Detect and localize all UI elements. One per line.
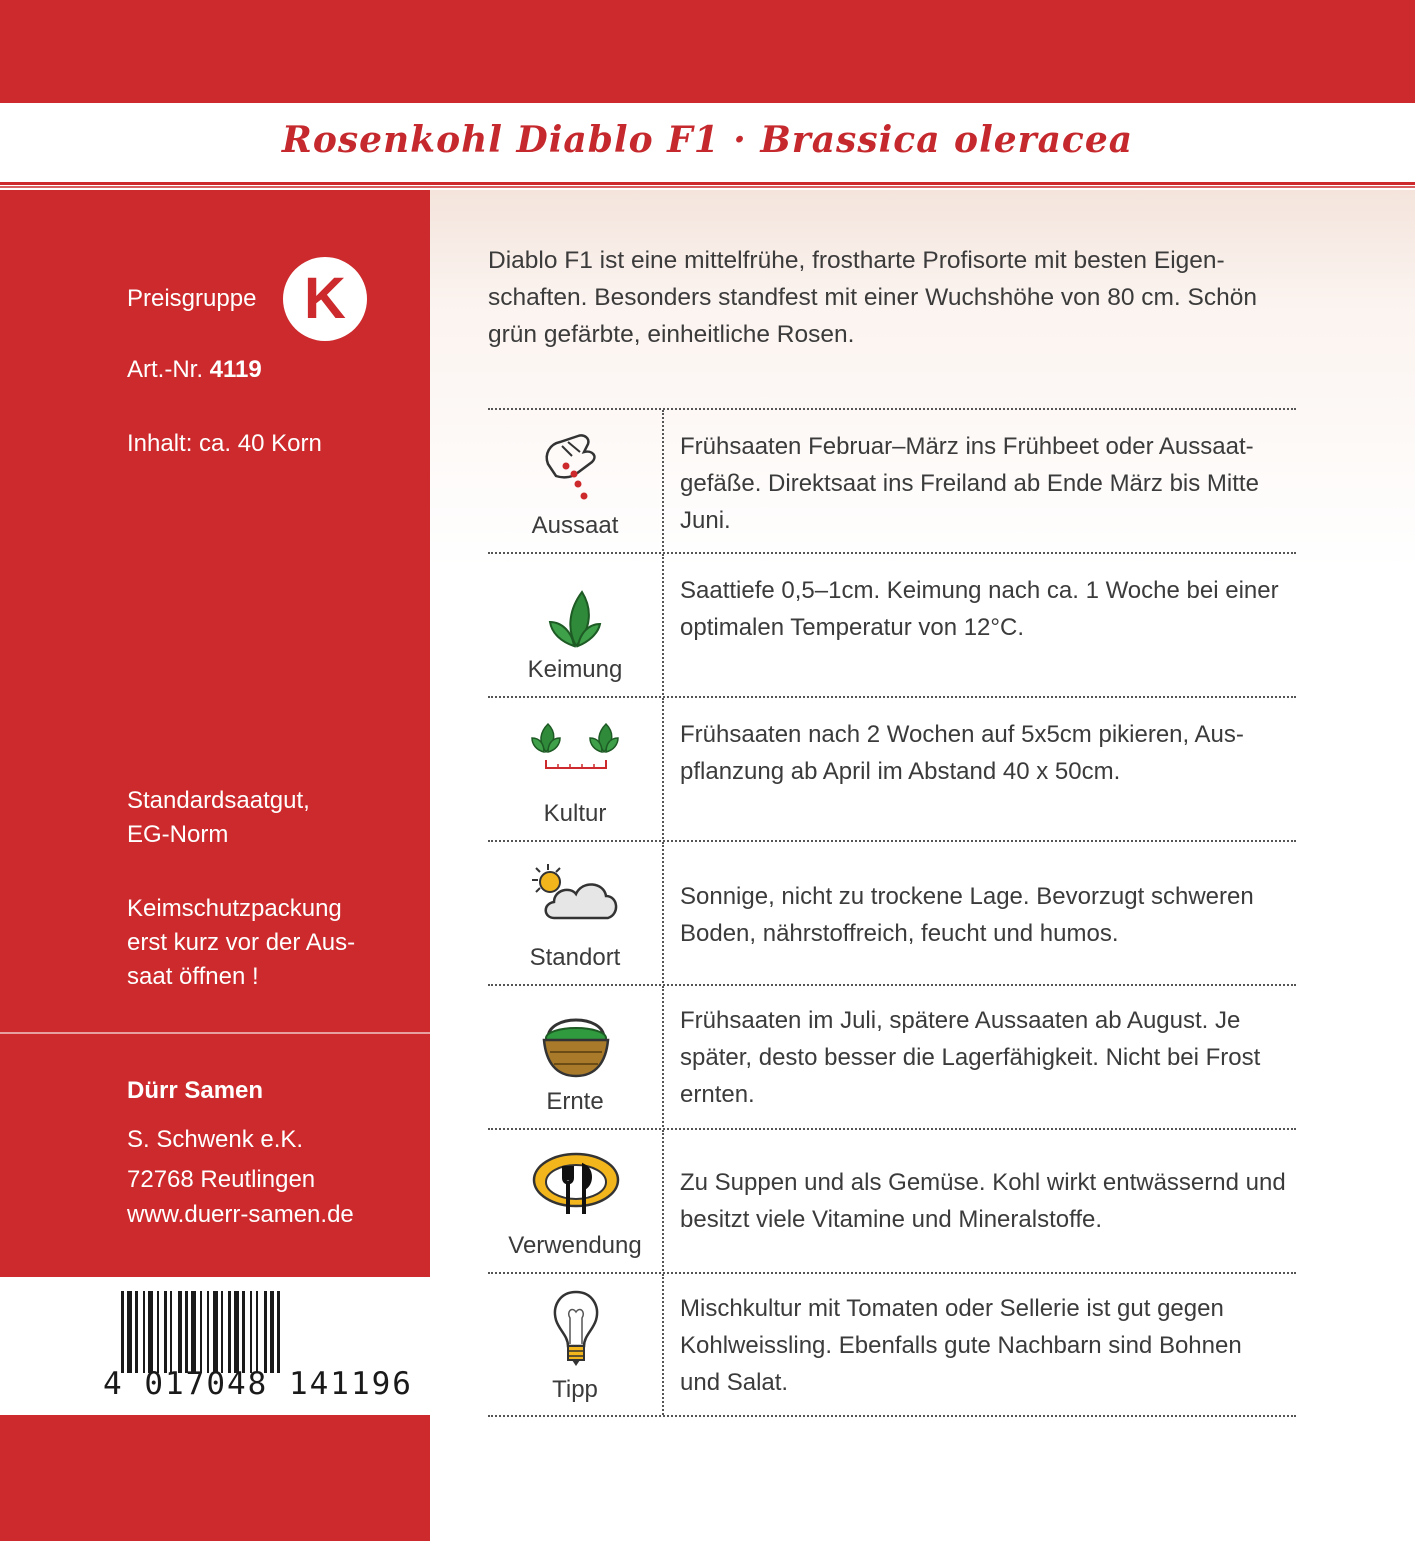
desc-line: Sonnige, nicht zu trockene Lage. Bevorzugt schweren — [680, 883, 1254, 910]
row-aussaat — [488, 408, 1296, 551]
article-number-value: 4119 — [209, 356, 262, 383]
desc-line: pflanzung ab April im Abstand 40 x 50cm. — [680, 758, 1121, 785]
barcode-bar — [178, 1291, 182, 1373]
row-tipp — [488, 1272, 1296, 1415]
plant-spacing-icon — [526, 712, 626, 794]
barcode-bar — [143, 1291, 145, 1373]
price-group-badge: K — [283, 257, 367, 341]
row-description — [680, 1290, 1300, 1401]
desc-line: Frühsaaten nach 2 Wochen auf 5x5cm pikieren, Aus- — [680, 721, 1244, 748]
row-label: Tipp — [552, 1376, 598, 1403]
barcode-bar — [157, 1291, 159, 1373]
row-label: Keimung — [527, 656, 623, 683]
title-band — [0, 103, 1415, 183]
barcode-bar — [207, 1291, 209, 1373]
barcode-bar — [148, 1291, 153, 1373]
standard-seed-line2: EG-Norm — [127, 821, 229, 848]
sun-cloud-icon — [526, 856, 626, 938]
sprout-icon — [526, 568, 626, 650]
desc-line: ernten. — [680, 1081, 755, 1108]
row-verwendung — [488, 1128, 1296, 1271]
barcode-bar — [277, 1291, 280, 1373]
barcode-bar — [242, 1291, 245, 1373]
company-name: Dürr Samen — [127, 1077, 264, 1104]
intro-line3: grün gefärbte, einheitliche Rosen. — [488, 321, 855, 348]
intro-line1: Diablo F1 ist eine mittelfrühe, frostharte Profisorte mit besten Eigen- — [488, 247, 1225, 274]
intro-line2: schaften. Besonders standfest mit einer Wuchshöhe von 80 cm. Schön — [488, 284, 1257, 311]
row-standort — [488, 840, 1296, 983]
desc-line: später, desto besser die Lagerfähigkeit. Nicht bei Frost — [680, 1044, 1261, 1071]
standard-seed-line1: Standardsaatgut, — [127, 787, 310, 814]
barcode-bar — [164, 1291, 167, 1373]
protect-line2: erst kurz vor der Aus- — [127, 929, 356, 956]
barcode-bar — [185, 1291, 188, 1373]
row-label: Aussaat — [531, 512, 619, 539]
barcode-bar — [191, 1291, 196, 1373]
barcode-bar — [221, 1291, 223, 1373]
desc-line: und Salat. — [680, 1369, 789, 1396]
company-website: www.duerr-samen.de — [127, 1201, 354, 1228]
desc-line: besitzt viele Vitamine und Mineralstoffe. — [680, 1206, 1103, 1233]
row-description — [680, 716, 1300, 790]
product-title: Rosenkohl Diablo F1 · Brassica oleracea — [281, 119, 1134, 161]
plate-cutlery-icon — [526, 1144, 626, 1226]
protect-line3: saat öffnen ! — [127, 963, 259, 990]
protect-line1: Keimschutzpackung — [127, 895, 342, 922]
barcode-digits: 4 017048 141196 — [103, 1366, 413, 1402]
sidebar-divider — [0, 1032, 430, 1034]
top-band — [0, 0, 1415, 103]
row-description — [680, 1164, 1300, 1238]
harvest-basket-icon — [526, 1000, 626, 1082]
title-rule-secondary — [0, 186, 1415, 188]
lightbulb-icon — [526, 1288, 626, 1370]
title-rule — [0, 182, 1415, 185]
desc-line: gefäße. Direktsaat ins Freiland ab Ende März bis Mitte — [680, 470, 1259, 497]
intro-text — [488, 242, 1298, 353]
barcode-bar — [250, 1291, 252, 1373]
article-number — [127, 353, 262, 387]
barcode-bar — [170, 1291, 172, 1373]
row-label: Verwendung — [508, 1232, 642, 1259]
price-group-label: Preisgruppe — [127, 285, 257, 312]
content-amount: Inhalt: ca. 40 Korn — [127, 430, 322, 457]
barcode-bar — [127, 1291, 132, 1373]
bottom-red-band — [0, 1415, 430, 1541]
barcode-bar — [213, 1291, 218, 1373]
row-kultur — [488, 696, 1296, 839]
barcode-bar — [234, 1291, 239, 1373]
barcode — [121, 1291, 431, 1373]
desc-line: optimalen Temperatur von 12°C. — [680, 614, 1025, 641]
row-ernte — [488, 984, 1296, 1127]
barcode-bar — [256, 1291, 258, 1373]
desc-line: Boden, nährstoffreich, feucht und humos. — [680, 920, 1119, 947]
row-label: Standort — [529, 944, 621, 971]
barcode-bar — [121, 1291, 124, 1373]
desc-line: Saattiefe 0,5–1cm. Keimung nach ca. 1 Woche bei einer — [680, 577, 1279, 604]
desc-line: Mischkultur mit Tomaten oder Sellerie ist gut gegen — [680, 1295, 1224, 1322]
row-description — [680, 428, 1300, 539]
desc-line: Juni. — [680, 507, 731, 534]
company-owner: S. Schwenk e.K. — [127, 1126, 304, 1153]
article-number-label: Art.-Nr. — [127, 356, 203, 383]
row-label: Kultur — [543, 800, 607, 827]
row-description — [680, 878, 1300, 952]
barcode-bar — [264, 1291, 267, 1373]
desc-line: Frühsaaten im Juli, spätere Aussaaten ab August. Je — [680, 1007, 1241, 1034]
desc-line: Zu Suppen und als Gemüse. Kohl wirkt entwässernd und — [680, 1169, 1286, 1196]
barcode-bar — [135, 1291, 138, 1373]
barcode-bar — [200, 1291, 202, 1373]
company-city: 72768 Reutlingen — [127, 1166, 316, 1193]
row-description — [680, 1002, 1300, 1113]
sidebar — [0, 190, 430, 1277]
desc-line: Frühsaaten Februar–März ins Frühbeet oder Aussaat- — [680, 433, 1254, 460]
row-description — [680, 572, 1300, 646]
barcode-bar — [228, 1291, 231, 1373]
row-keimung — [488, 552, 1296, 695]
row-label: Ernte — [546, 1088, 604, 1115]
table-bottom-rule — [488, 1415, 1296, 1417]
sowing-hand-icon — [526, 424, 626, 506]
barcode-bar — [270, 1291, 274, 1373]
desc-line: Kohlweissling. Ebenfalls gute Nachbarn sind Bohnen — [680, 1332, 1242, 1359]
